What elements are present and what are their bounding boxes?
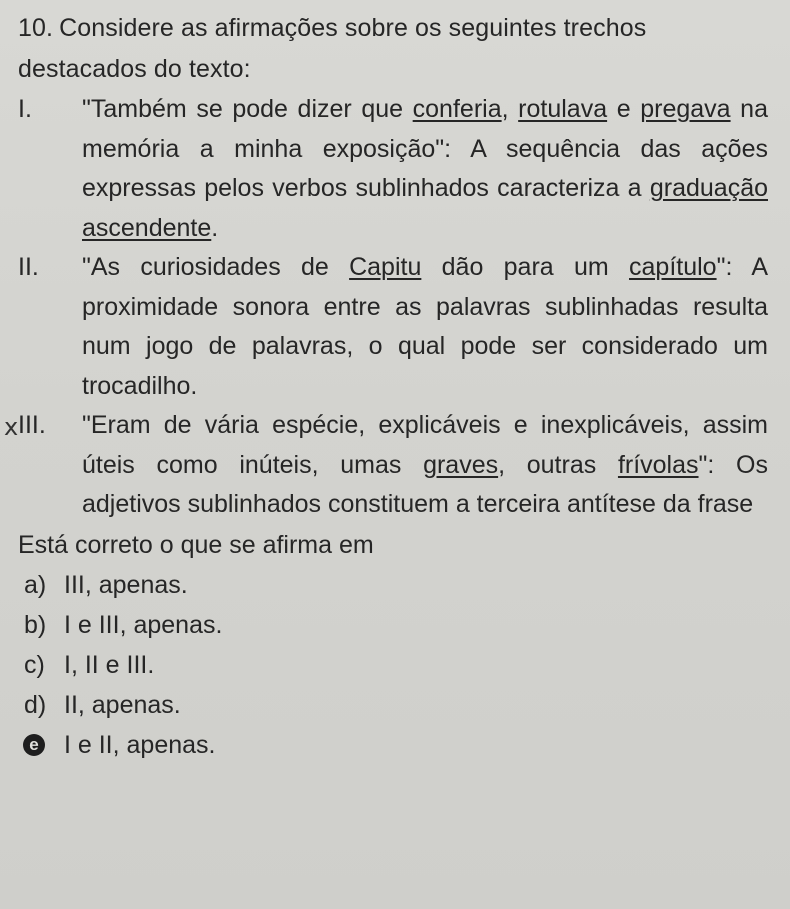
option-b-letter: b)	[24, 610, 47, 639]
assertion-3	[4, 406, 768, 525]
assertion-3-text-part: ": Os adjetivos sublinhados constituem a terceira antítese da frase	[82, 450, 768, 518]
underlined-word-capitu: Capitu	[349, 253, 422, 281]
assertion-1-text-part: e	[607, 95, 641, 123]
underlined-word-capitulo: capítulo	[629, 253, 717, 281]
option-e-selected[interactable]	[18, 725, 768, 765]
question-header	[18, 8, 768, 90]
option-c[interactable]	[18, 645, 768, 685]
option-a-letter: a)	[24, 570, 47, 599]
option-e-filled-circle-mark: e	[23, 734, 45, 756]
underlined-word-pregava: pregava	[640, 95, 731, 123]
assertion-3-text-part: , outras	[498, 450, 618, 479]
handwritten-x-mark: x	[4, 413, 19, 441]
assertion-3-numeral: III.	[18, 411, 46, 439]
question-prompt: Está correto o que se afirma em	[18, 530, 374, 559]
underlined-word-frivolas: frívolas	[617, 450, 699, 479]
assertion-1-numeral: I.	[18, 95, 32, 123]
option-d-text: II, apenas.	[64, 690, 181, 719]
option-a-text: III, apenas.	[64, 570, 188, 599]
assertion-2-text	[82, 248, 768, 406]
question-stem: Considere as afirmações sobre os seguintes trechos destacados do texto:	[18, 14, 647, 83]
option-c-letter: c)	[24, 650, 45, 679]
assertion-1-text	[82, 90, 768, 248]
assertion-2-text-part: "As curiosidades de	[82, 253, 350, 281]
answer-options	[18, 565, 768, 765]
assertion-1-text-part: .	[211, 213, 219, 242]
assertion-1-text-part: na memória a minha exposição": A sequência das ações expressas pelos verbos sublinhados caracteriza a	[82, 95, 768, 202]
underlined-word-conferia: conferia	[412, 95, 502, 123]
underlined-phrase-graduacao-ascendente: graduação ascendente	[82, 174, 768, 242]
assertion-3-text-part: "Eram de vária espécie, explicáveis e inexplicáveis, assim úteis como inúteis, umas	[82, 411, 768, 479]
option-b[interactable]	[18, 605, 768, 645]
assertion-2	[18, 248, 768, 406]
underlined-word-graves: graves	[423, 450, 499, 479]
assertion-3-text	[82, 406, 768, 525]
assertion-2-text-part: ": A proximidade sonora entre as palavras sublinhadas resulta num jogo de palavras, o qual pode ser considerado um trocadilho.	[82, 253, 768, 400]
option-c-text: I, II e III.	[64, 650, 155, 679]
option-d-letter: d)	[24, 690, 47, 719]
question-number: 10.	[18, 14, 54, 42]
underlined-word-rotulava: rotulava	[518, 95, 608, 123]
assertion-2-text-part: dão para um	[421, 253, 630, 281]
assertion-1-text-part: "Também se pode dizer que	[82, 95, 413, 123]
assertion-2-numeral: II.	[18, 253, 39, 281]
assertion-1-text-part: ,	[501, 95, 519, 123]
option-b-text: I e III, apenas.	[64, 610, 223, 639]
option-d[interactable]	[18, 685, 768, 725]
option-e-text: I e II, apenas.	[64, 730, 216, 759]
assertion-1	[18, 90, 768, 248]
option-a[interactable]	[18, 565, 768, 605]
